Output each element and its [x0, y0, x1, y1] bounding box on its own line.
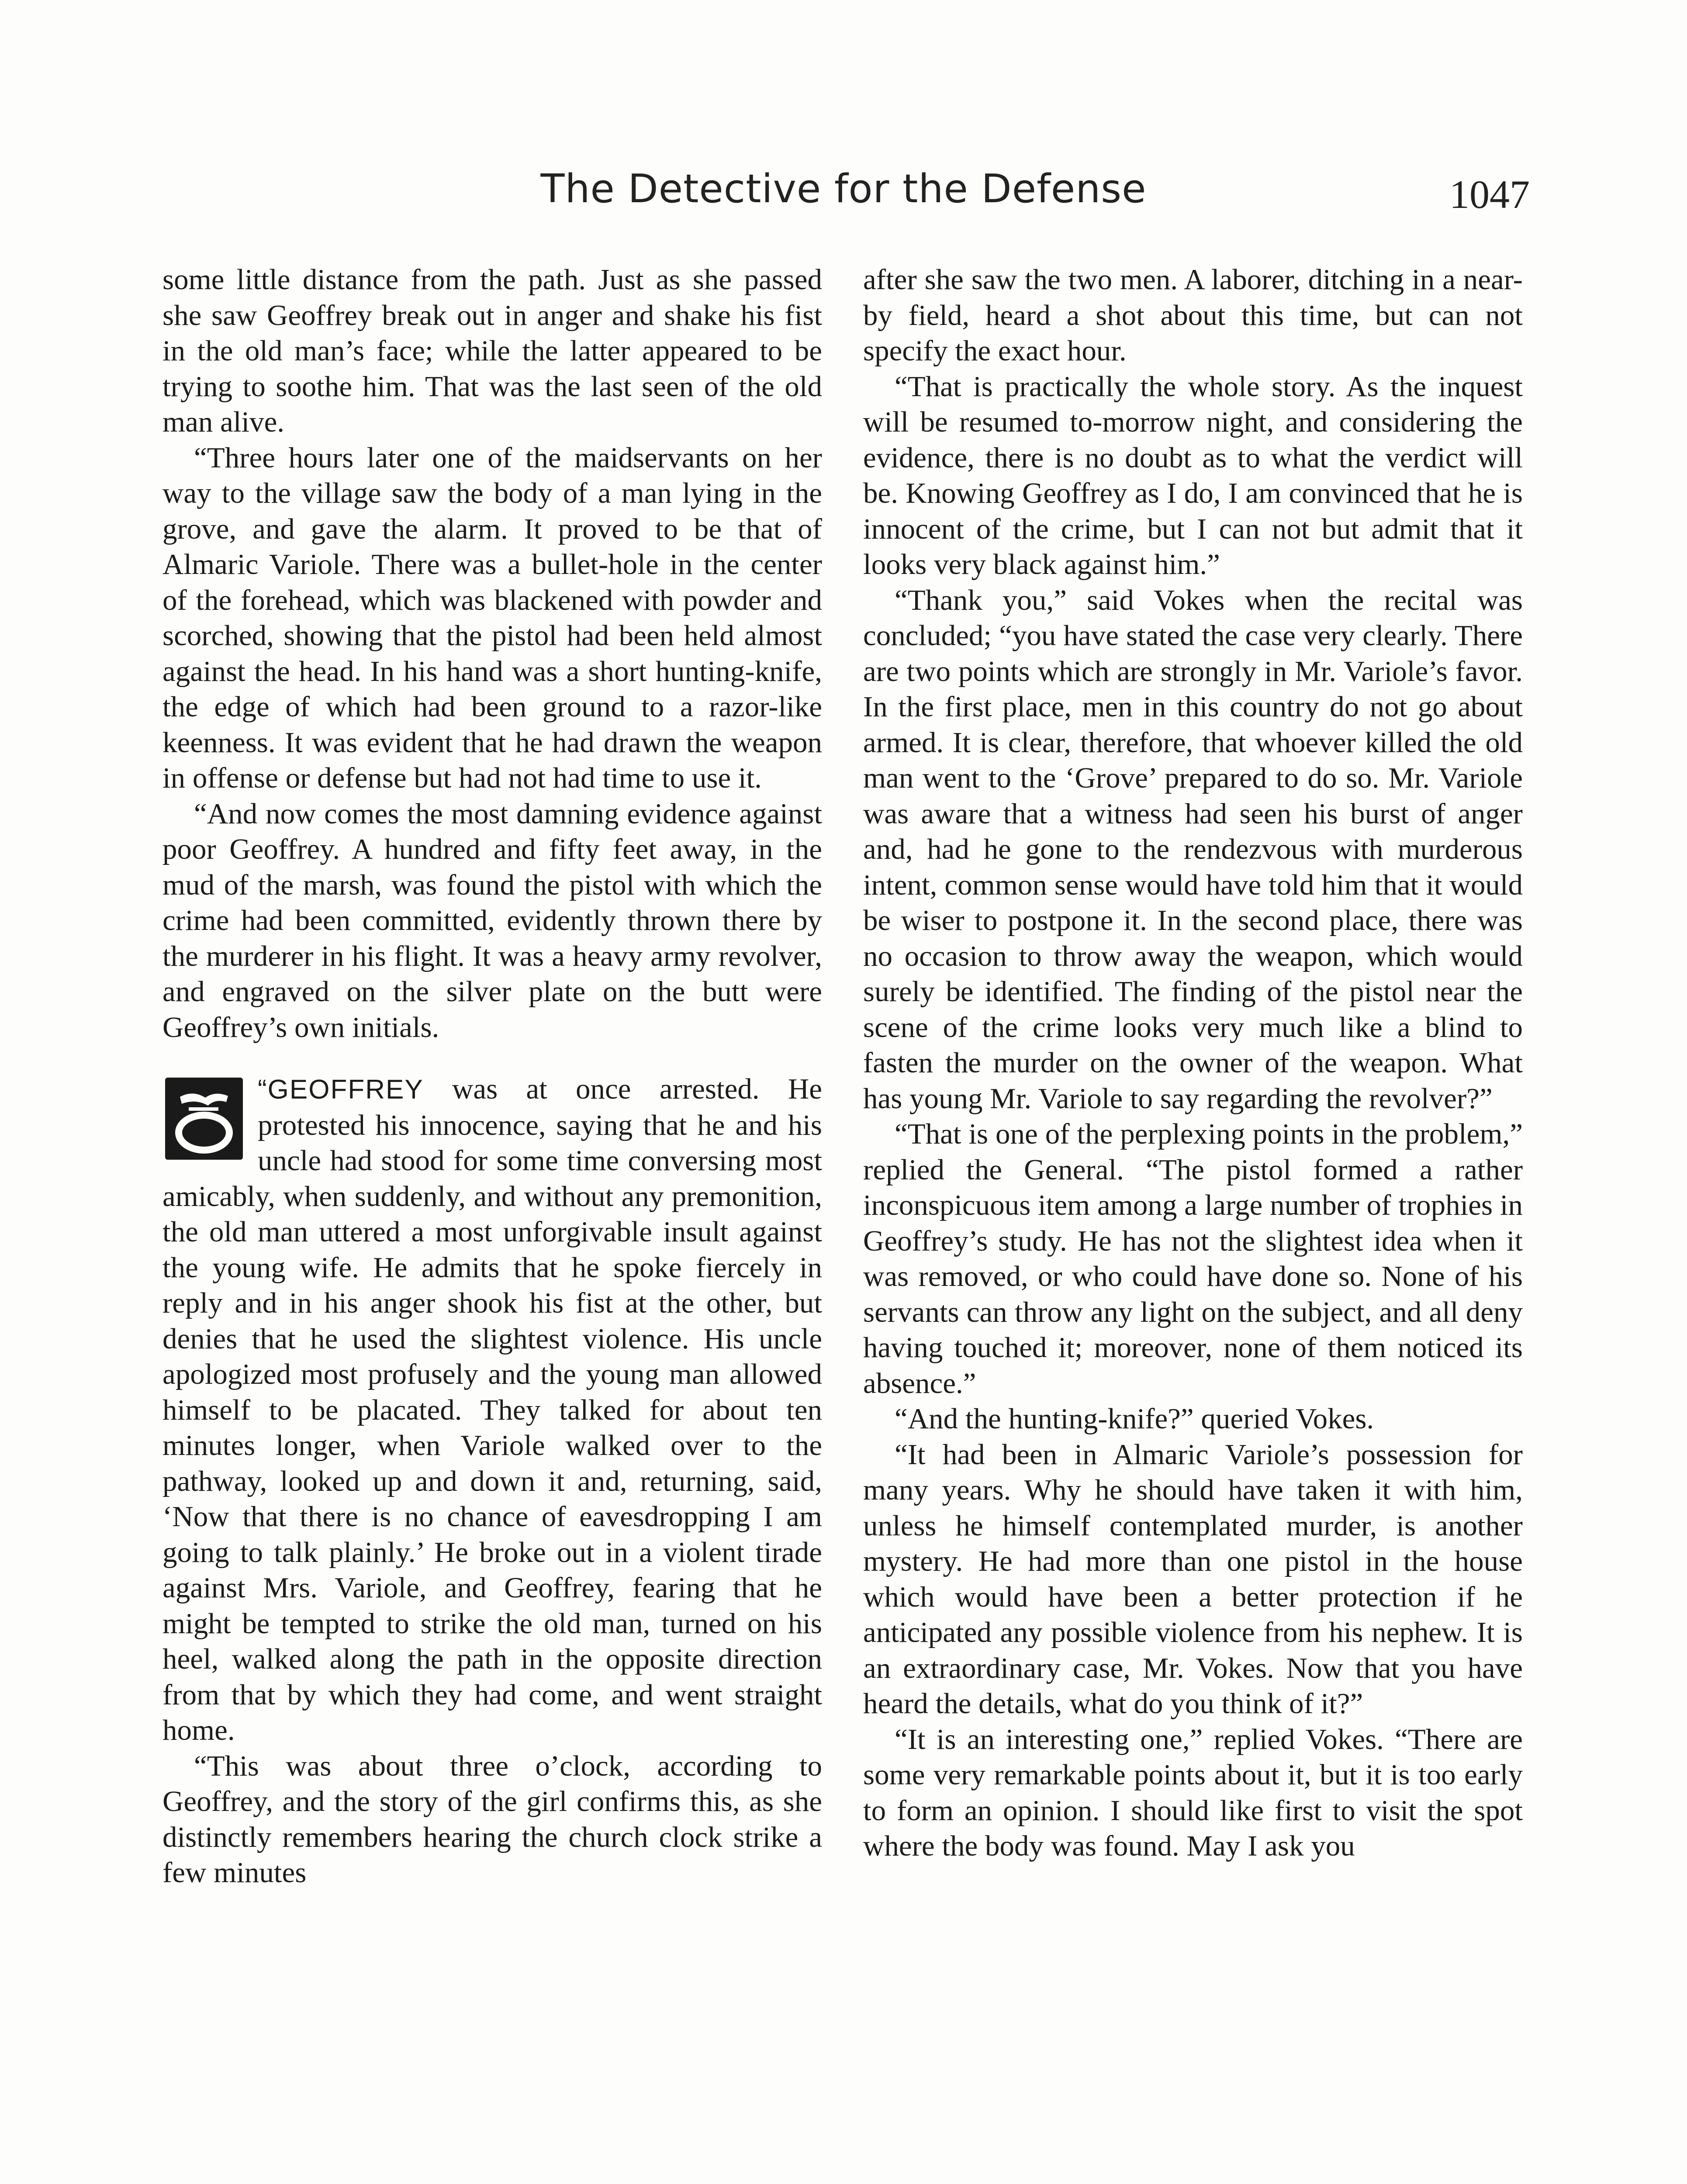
- running-head-title: The Detective for the Defense: [540, 166, 1147, 212]
- paragraph: “Thank you,” said Vokes when the recital was concluded; “you have stated the case very clearly. There are two points which are strongly in Mr. Variole’s favor. In the first place, men in this country do not go about armed. It is clear, therefore, that whoever killed the old man went to the ‘Grove’ prepared to do so. Mr. Variole was aware that a witness had seen his burst of anger and, had he gone to the rendezvous with murderous intent, common sense would have told him that it would be wiser to postpone it. In the second place, there was no occasion to throw away the weapon, which would surely be identified. The finding of the pistol near the scene of the crime looks very much like a blind to fasten the murder on the owner of the weapon. What has young Mr. Variole to say regarding the revolver?”: [863, 584, 1523, 1115]
- paragraph: “Three hours later one of the maidservants on her way to the village saw the body of a man lying in the grove, and gave the alarm. It proved to be that of Almaric Variole. There was a bullet-hole in the center of the forehead, which was blackened with powder and scorched, showing that the pistol had been held almost against the head. In his hand was a short hunting-knife, the edge of which had been ground to a razor-like keenness. It was evident that he had drawn the weapon in offense or defense but had not had time to use it.: [162, 441, 822, 794]
- paragraph: “That is practically the whole story. As the inquest will be resumed to-morrow night, and considering the evidence, there is no doubt as to what the verdict will be. Knowing Geoffrey as I do, I am convinced that he is innocent of the crime, but I can not but admit that it looks very black against him.”: [863, 370, 1523, 581]
- paragraph: “And the hunting-knife?” queried Vokes.: [895, 1403, 1374, 1435]
- paragraph: “It is an interesting one,” replied Vokes. “There are some very remarkable points about it, but it is too early to form an opinion. I should like first to visit the spot where the body was found. May I ask you: [863, 1723, 1523, 1862]
- paragraph: “It had been in Almaric Variole’s possession for many years. Why he should have taken it with him, unless he himself contemplated murder, is another mystery. He had more than one pistol in the house which would have been a better protection if he anticipated any possible violence from his nephew. It is an extraordinary case, Mr. Vokes. Now that you have heard the details, what do you think of it?”: [863, 1438, 1523, 1720]
- paragraph-text: was at once arrested. He protested his innocence, saying that he and his uncle had stood for some time conversing most amicably, when suddenly, and without any premonition, the old man uttered a most unforgivable insult against the young wife. He admits that he spoke fiercely in reply and in his anger shook his fist at the other, but denies that he used the slightest violence. His uncle apologized most profusely and the young man allowed himself to be placated. They talked for about ten minutes longer, when Variole walked over to the pathway, looked up and down it and, returning, said, ‘Now that there is no chance of eavesdropping I am going to talk plainly.’ He broke out in a violent tirade against Mrs. Variole, and Geoffrey, fearing that he might be tempted to strike the old man, turned on his heel, walked along the path in the opposite direction from that by which they had come, and went straight home.: [162, 1073, 822, 1746]
- page-number: 1047: [1449, 172, 1530, 217]
- paragraph: “That is one of the perplexing points in the problem,” replied the General. “The pistol formed a rather inconspicuous item among a large number of trophies in Geoffrey’s study. He has not the slightest idea when it was removed, or who could have done so. None of his servants can throw any light on the subject, and all deny having touched it; moreover, none of them noticed its absence.”: [863, 1118, 1523, 1400]
- paragraph: some little distance from the path. Just as she passed she saw Geoffrey break out in anger and shake his fist in the old man’s face; while the latter appeared to be trying to soothe him. That was the last seen of the old man alive.: [162, 263, 822, 438]
- paragraph: “And now comes the most damning evidence against poor Geoffrey. A hundred and fifty feet away, in the mud of the marsh, was found the pistol with which the crime had been committed, evidently thrown there by the murderer in his flight. It was a heavy army revolver, and engraved on the silver plate on the butt were Geoffrey’s own initials.: [162, 797, 822, 1044]
- paragraph: “This was about three o’clock, according to Geoffrey, and the story of the girl confirms this, as she distinctly remembers hearing the church clock strike a few minutes: [162, 1749, 822, 1889]
- paragraph-with-initial: [162, 1071, 822, 1749]
- paragraph: after she saw the two men. A laborer, ditching in a near-by field, heard a shot about this time, but can not specify the exact hour.: [863, 263, 1523, 367]
- left-column: [162, 262, 822, 2184]
- ornamental-initial-icon: [162, 1075, 245, 1162]
- right-column: [863, 262, 1523, 2184]
- drop-cap-lead-word: “GEOFFREY: [258, 1075, 424, 1105]
